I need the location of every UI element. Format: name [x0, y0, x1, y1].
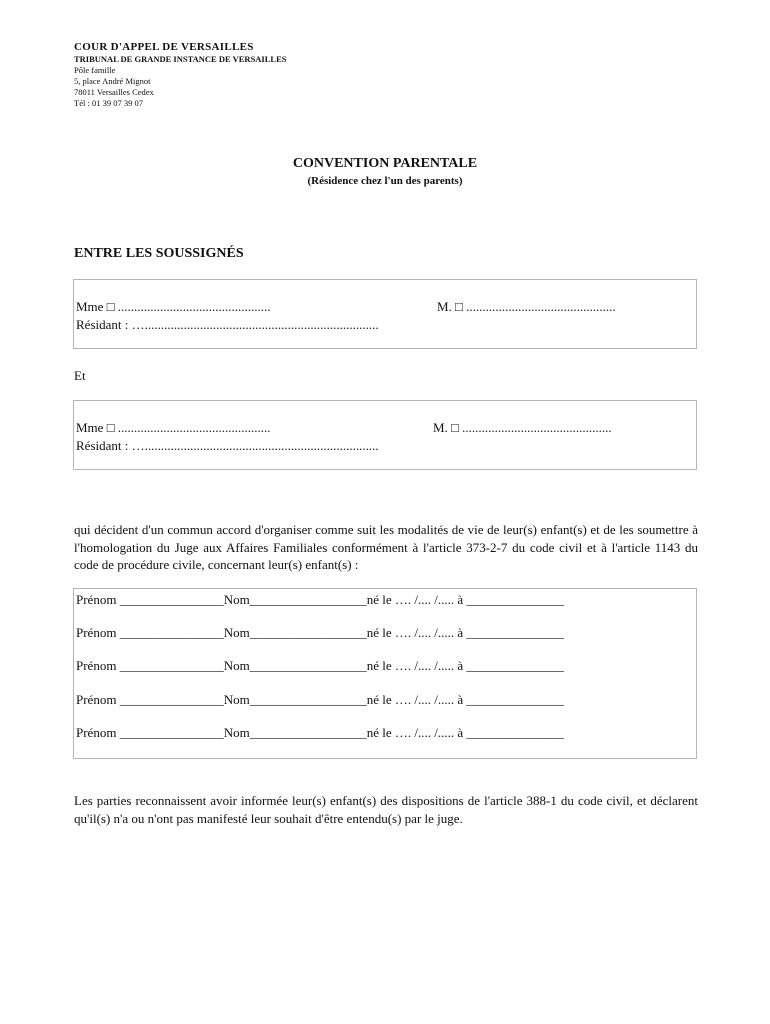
child-prenom-field[interactable]: Prénom ________________ [76, 725, 224, 740]
child-nom-field[interactable]: Nom__________________ [223, 592, 367, 607]
court-header [74, 41, 286, 109]
party1-mme-field[interactable]: Mme □ ............................................... [76, 299, 271, 314]
party2-residant-field[interactable]: Résidant : …........................................................................ [76, 438, 379, 453]
party2-mme-field[interactable]: Mme □ ............................................... [76, 420, 271, 435]
party2-m-field[interactable]: M. □ .............................................. [433, 420, 612, 435]
header-phone: Tél : 01 39 07 39 07 [74, 98, 143, 108]
child-birth-field[interactable]: né le …. /.... /..... à _______________ [366, 592, 564, 607]
child-birth-field[interactable]: né le …. /.... /..... à _______________ [366, 658, 564, 673]
child-nom-field[interactable]: Nom__________________ [223, 692, 367, 707]
party-box-2 [73, 400, 697, 470]
separator-et: Et [74, 368, 86, 383]
child-prenom-field[interactable]: Prénom ________________ [76, 692, 224, 707]
intro-paragraph: qui décident d'un commun accord d'organiser comme suit les modalités de vie de leur(s) enfant(s) et de les soumettre à l'homologation du Juge aux Affaires Familiales conformément à l'article 373-2-7 du code civil et à l'article 1143 du code de procédure civile, concernant leur(s) enfant(s) : [74, 522, 698, 572]
document-subtitle: (Résidence chez l'un des parents) [307, 175, 463, 187]
party1-residant-field[interactable]: Résidant : …........................................................................ [76, 317, 379, 332]
header-department: Pôle famille [74, 65, 116, 75]
party-box-1 [73, 279, 697, 349]
child-nom-field[interactable]: Nom__________________ [223, 725, 367, 740]
court-name: COUR D'APPEL DE VERSAILLES [74, 41, 254, 53]
child-prenom-field[interactable]: Prénom ________________ [76, 658, 224, 673]
party1-m-field[interactable]: M. □ .............................................. [437, 299, 616, 314]
child-nom-field[interactable]: Nom__________________ [223, 625, 367, 640]
child-birth-field[interactable]: né le …. /.... /..... à _______________ [366, 625, 564, 640]
child-birth-field[interactable]: né le …. /.... /..... à _______________ [366, 692, 564, 707]
child-row [76, 658, 564, 674]
child-row [76, 625, 564, 641]
child-row [76, 725, 564, 741]
document-title: CONVENTION PARENTALE [292, 156, 478, 171]
child-row [76, 592, 564, 608]
closing-paragraph: Les parties reconnaissent avoir informée leur(s) enfant(s) des dispositions de l'article 388-1 du code civil, et déclarent qu'il(s) n'a ou n'ont pas manifesté leur souhait d'être entendu(s) par le juge. [74, 793, 698, 826]
child-prenom-field[interactable]: Prénom ________________ [76, 625, 224, 640]
children-box [73, 588, 697, 759]
tribunal-name: TRIBUNAL DE GRANDE INSTANCE DE VERSAILLES [74, 54, 287, 64]
child-row [76, 692, 564, 708]
header-street: 5, place André Mignot [74, 76, 151, 86]
header-city: 78011 Versailles Cedex [74, 87, 154, 97]
child-prenom-field[interactable]: Prénom ________________ [76, 592, 224, 607]
child-birth-field[interactable]: né le …. /.... /..... à _______________ [366, 725, 564, 740]
section-heading: ENTRE LES SOUSSIGNÉS [74, 246, 244, 261]
child-nom-field[interactable]: Nom__________________ [223, 658, 367, 673]
